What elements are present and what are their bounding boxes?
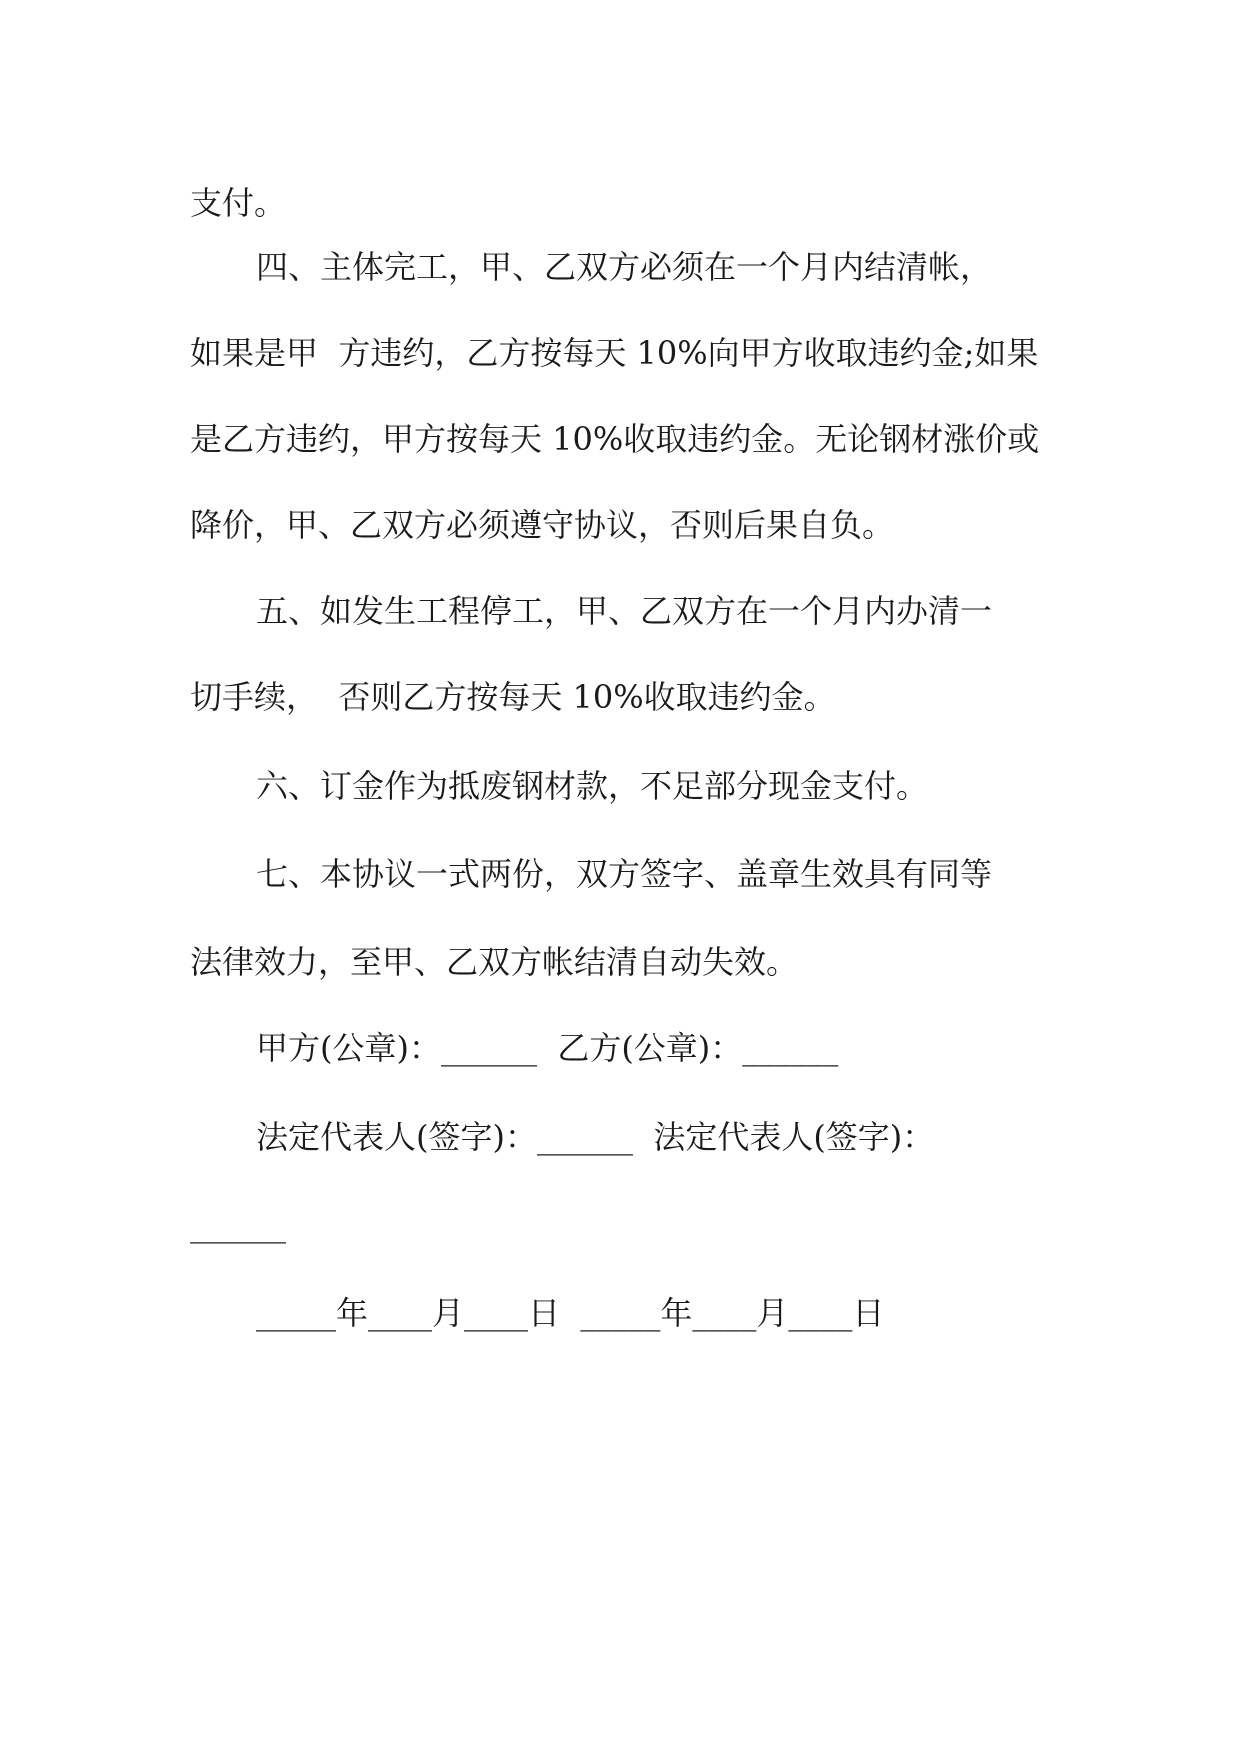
clause-four-line: 四、主体完工，甲、乙双方必须在一个月内结清帐， (256, 248, 993, 286)
text-line: 法律效力，至甲、乙双方帐结清自动失效。 (190, 943, 799, 981)
party-seal-line: 甲方(公章)：______ 乙方(公章)：______ (256, 1029, 839, 1067)
text-line: 切手续， 否则乙方按每天 10%收取违约金。 (190, 678, 836, 716)
text-line: 如果是甲 方违约，乙方按每天 10%向甲方收取违约金;如果 (190, 334, 1039, 372)
date-line: _____年____月____日 _____年____月____日 (256, 1294, 885, 1332)
clause-six-line: 六、订金作为抵废钢材款，不足部分现金支付。 (256, 767, 929, 805)
legal-representative-line: 法定代表人(签字)：______ 法定代表人(签字)： (256, 1118, 935, 1156)
clause-seven-line: 七、本协议一式两份，双方签字、盖章生效具有同等 (256, 855, 993, 893)
text-line: 支付。 (190, 184, 287, 222)
text-line: 是乙方违约，甲方按每天 10%收取违约金。无论钢材涨价或 (190, 420, 1040, 458)
clause-five-line: 五、如发生工程停工，甲、乙双方在一个月内办清一 (256, 592, 993, 630)
signature-blank-line: ______ (190, 1206, 286, 1244)
text-line: 降价，甲、乙双方必须遵守协议，否则后果自负。 (190, 506, 895, 544)
